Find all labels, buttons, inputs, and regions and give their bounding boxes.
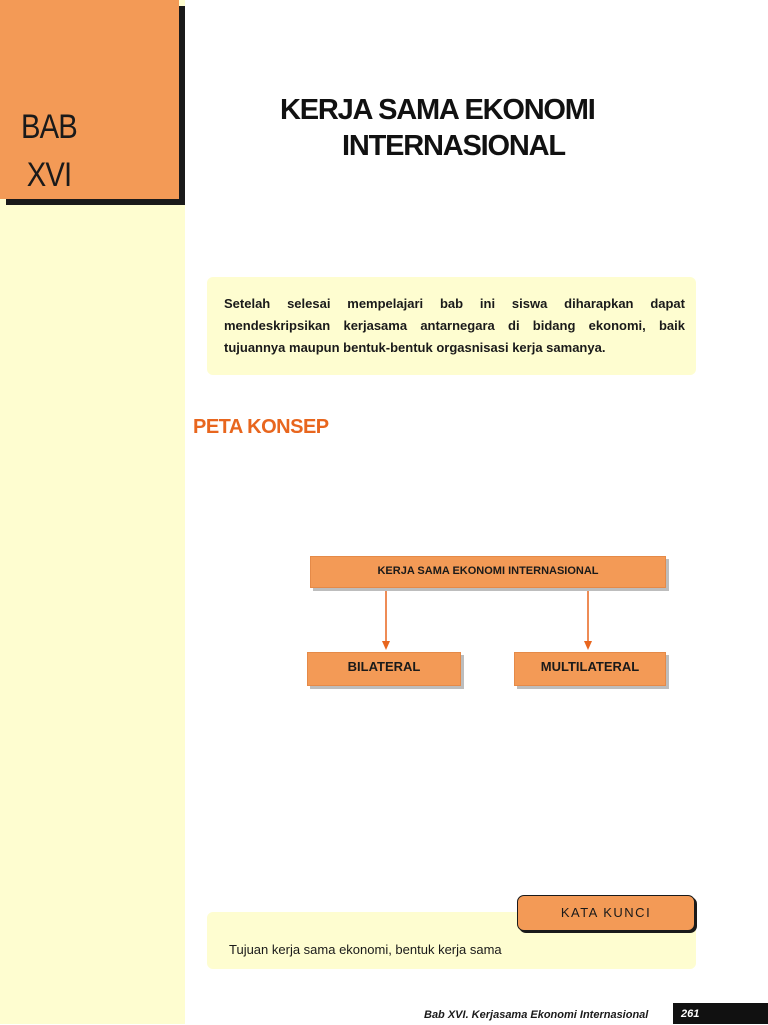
chapter-number: XVI (26, 156, 72, 194)
arrow-head-bilateral (382, 641, 390, 650)
keywords-label: KATA KUNCI (517, 895, 695, 931)
learning-objective-text: Setelah selesai mempelajari bab ini siswa diharapkan dapat mendeskripsikan kerjasama antarnegara di bidang ekonomi, baik tujuannya maupun bentuk-bentuk orgasnisasi kerja samanya. (224, 296, 685, 355)
page-number: 261 (673, 1003, 768, 1024)
chapter-label: BAB (20, 108, 77, 146)
arrow-head-multilateral (584, 641, 592, 650)
title-line-2: INTERNASIONAL (342, 130, 565, 162)
chapter-badge (0, 0, 179, 199)
title-line-1: KERJA SAMA EKONOMI (280, 94, 595, 126)
concept-node-root: KERJA SAMA EKONOMI INTERNASIONAL (310, 556, 666, 588)
page-title (280, 92, 680, 164)
running-footer: Bab XVI. Kerjasama Ekonomi Internasional (424, 1009, 649, 1021)
concept-node-multilateral: MULTILATERAL (514, 652, 666, 686)
concept-map-heading: PETA KONSEP (193, 416, 329, 438)
learning-objective-box (207, 277, 696, 375)
keywords-text: Tujuan kerja sama ekonomi, bentuk kerja sama (229, 942, 502, 957)
concept-node-bilateral: BILATERAL (307, 652, 461, 686)
